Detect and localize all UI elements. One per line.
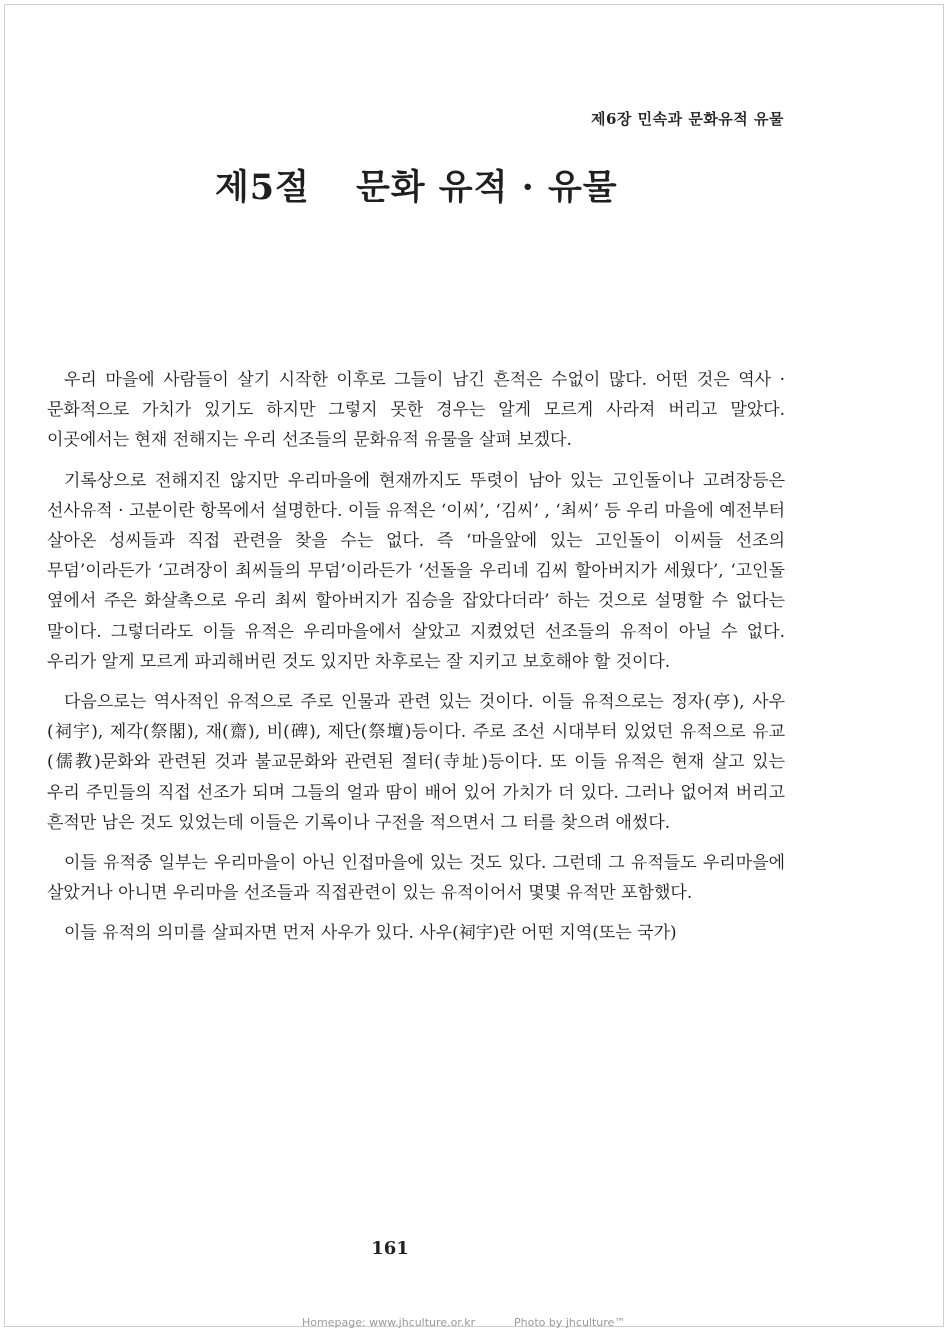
running-header: 제6장 민속과 문화유적 유물 bbox=[591, 110, 784, 128]
footer-photo-credit: Photo by jhculture™ bbox=[514, 1316, 626, 1329]
section-title bbox=[215, 160, 618, 210]
page-number: 161 bbox=[371, 1238, 409, 1259]
footer bbox=[0, 1314, 950, 1334]
body-text bbox=[47, 365, 785, 959]
paragraph: 기록상으로 전해지진 않지만 우리마을에 현재까지도 뚜렷이 남아 있는 고인돌이나 고려장등은 선사유적 · 고분이란 항목에서 설명한다. 이들 유적은 ‘이씨’, ‘김씨’ , ‘최씨’ 등 우리 마을에 예전부터 살아온 성씨들과 직접 관련을 찾을 수는 없다. 즉 ‘마을앞에 있는 고인돌이 이씨들 선조의 무덤’이라든가 ‘고려장이 최씨들의 무덤’이라든가 ‘선돌을 우리네 김씨 할아버지가 세웠다’, ‘고인돌 옆에서 주은 화살촉으로 우리 최씨 할아버지가 짐승을 잡았다더라’ 하는 것으로 설명할 수 없다는 말이다. 그렇더라도 이들 유적은 우리마을에서 살았고 지켰었던 선조들의 유적이 아닐 수 없다. 우리가 알게 모르게 파괴해버린 것도 있지만 차후로는 잘 지키고 보호해야 할 것이다. bbox=[47, 470, 785, 672]
paragraph: 이들 유적의 의미를 살피자면 먼저 사우가 있다. 사우(祠宇)란 어떤 지역(또는 국가) bbox=[64, 923, 677, 944]
section-number: 제5절 bbox=[215, 167, 310, 208]
section-heading: 문화 유적 · 유물 bbox=[355, 167, 618, 208]
paragraph: 이들 유적중 일부는 우리마을이 아닌 인접마을에 있는 것도 있다. 그런데 그 유적들도 우리마을에 살았거나 아니면 우리마을 선조들과 직접관련이 있는 유적이어서 몇몇 유적만 포함했다. bbox=[47, 853, 785, 904]
footer-homepage: Homepage: www.jhculture.or.kr bbox=[302, 1316, 476, 1329]
paragraph: 우리 마을에 사람들이 살기 시작한 이후로 그들이 남긴 흔적은 수없이 많다. 어떤 것은 역사 · 문화적으로 가치가 있기도 하지만 그렇지 못한 경우는 알게 모르게 사라져 버리고 말았다. 이곳에서는 현재 전해지는 우리 선조들의 문화유적 유물을 살펴 보겠다. bbox=[47, 370, 785, 451]
paragraph: 다음으로는 역사적인 유적으로 주로 인물과 관련 있는 것이다. 이들 유적으로는 정자(亭), 사우(祠宇), 제각(祭閣), 재(齋), 비(碑), 제단(祭壇)등이다. 주로 조선 시대부터 있었던 유적으로 유교(儒教)문화와 관련된 것과 불교문화와 관련된 절터(寺址)등이다. 또 이들 유적은 현재 살고 있는 우리 주민들의 직접 선조가 되며 그들의 얼과 땀이 배어 있어 가치가 더 있다. 그러나 없어져 버리고 흔적만 남은 것도 있었는데 이들은 기록이나 구전을 적으면서 그 터를 찾으려 애썼다. bbox=[47, 692, 785, 833]
